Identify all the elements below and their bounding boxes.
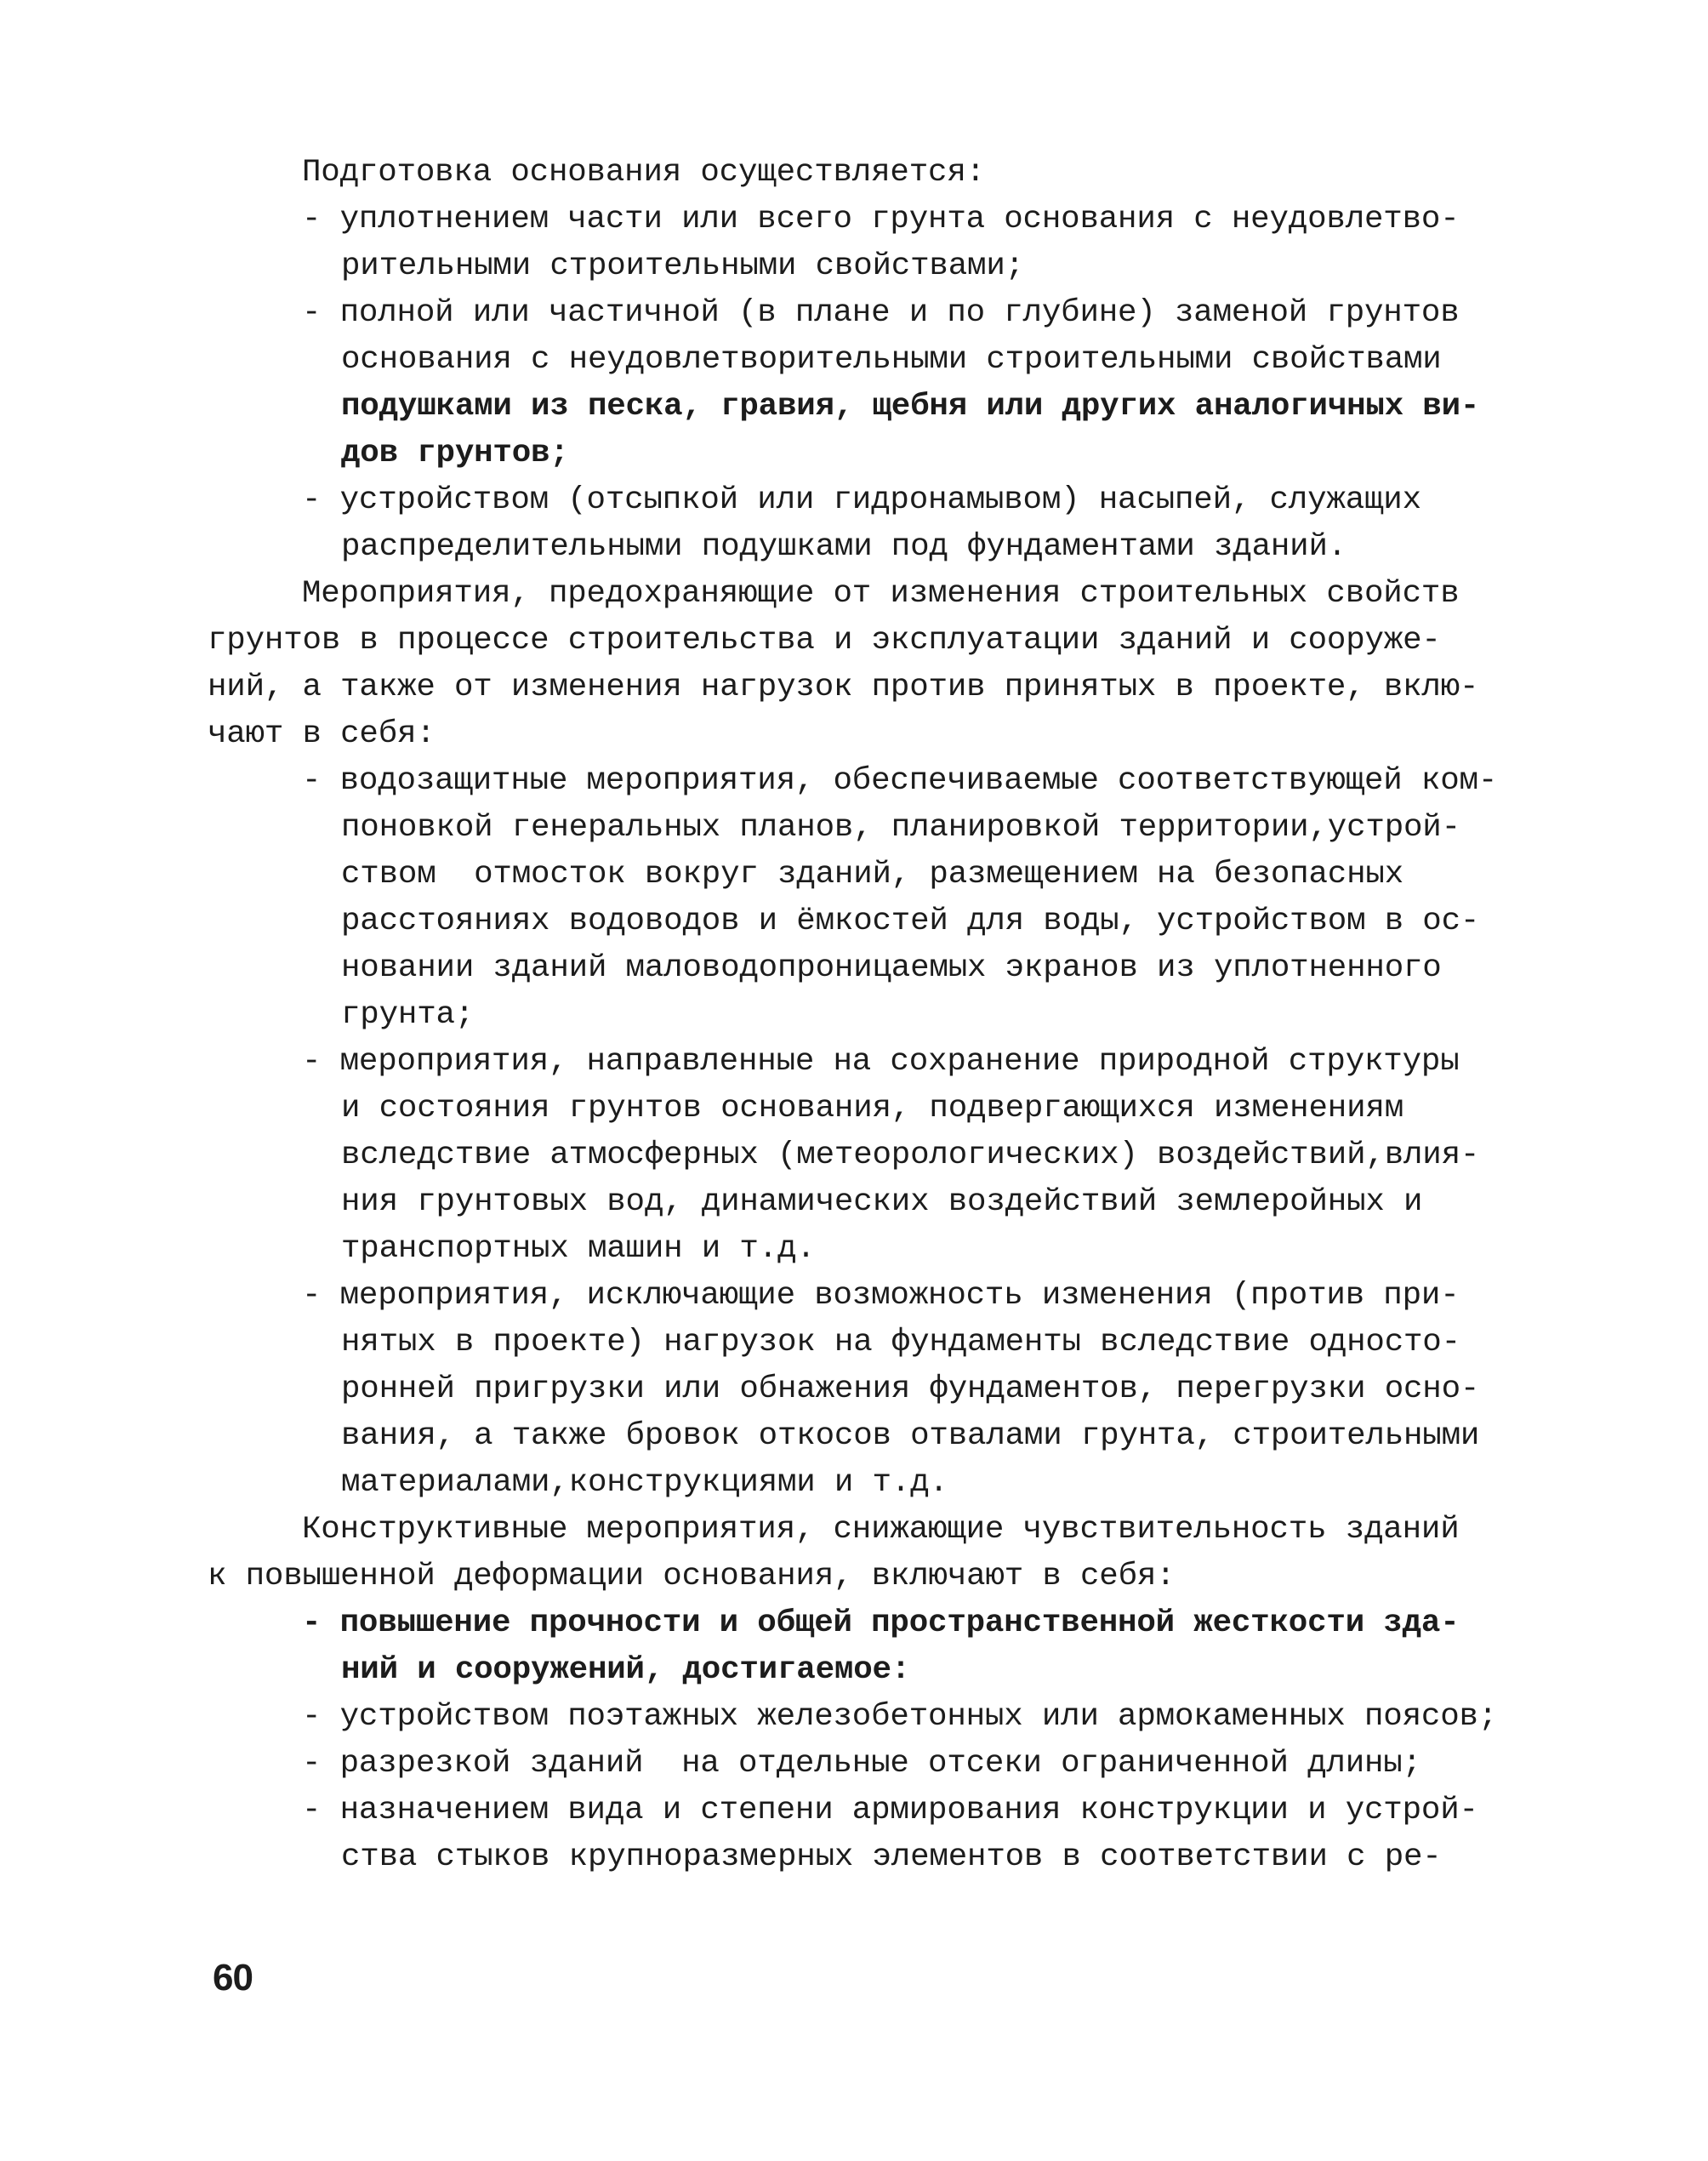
list-item: - мероприятия, направленные на сохранение природной структуры bbox=[302, 1044, 1460, 1080]
list-item-continuation: новании зданий маловодопроницаемых экранов из уплотненного bbox=[341, 950, 1442, 986]
list-item-continuation: дов грунтов; bbox=[341, 436, 569, 471]
list-item: - повышение прочности и общей пространственной жесткости зда- bbox=[302, 1605, 1460, 1641]
list-item: - устройством поэтажных железобетонных или армокаменных поясов; bbox=[302, 1699, 1498, 1735]
list-item: - водозащитные мероприятия, обеспечиваемые соответствующей ком- bbox=[302, 763, 1498, 799]
list-item-continuation: вания, а также бровок откосов отвалами грунта, строительными bbox=[341, 1418, 1480, 1454]
list-item: - полной или частичной (в плане и по глубине) заменой грунтов bbox=[302, 295, 1460, 331]
paragraph-first-line: Мероприятия, предохраняющие от изменения строительных свойств bbox=[302, 576, 1460, 612]
list-item-continuation: расстояниях водоводов и ёмкостей для воды, устройством в ос- bbox=[341, 904, 1480, 939]
list-item-continuation: ронней пригрузки или обнажения фундаментов, перегрузки осно- bbox=[341, 1371, 1480, 1407]
paragraph-line: к повышенной деформации основания, включают в себя: bbox=[208, 1559, 1176, 1594]
list-item-continuation: ний и сооружений, достигаемое: bbox=[341, 1652, 911, 1688]
list-item-continuation: ства стыков крупноразмерных элементов в соответствии с ре- bbox=[341, 1839, 1442, 1875]
paragraph-first-line: Конструктивные мероприятия, снижающие чувствительность зданий bbox=[302, 1512, 1460, 1548]
list-item: - разрезкой зданий на отдельные отсеки ограниченной длины; bbox=[302, 1746, 1421, 1782]
list-item-continuation: ством отмосток вокруг зданий, размещением на безопасных bbox=[341, 857, 1404, 892]
list-item: - уплотнением части или всего грунта основания с неудовлетво- bbox=[302, 202, 1460, 237]
list-item-continuation: ния грунтовых вод, динамических воздействий землеройных и bbox=[341, 1184, 1423, 1220]
list-item-continuation: материалами,конструкциями и т.д. bbox=[341, 1465, 948, 1501]
list-item-continuation: и состояния грунтов основания, подвергающихся изменениям bbox=[341, 1091, 1404, 1126]
paragraph-line: чают в себя: bbox=[208, 716, 436, 752]
text-line: Подготовка основания осуществляется: bbox=[302, 155, 985, 191]
list-item: - устройством (отсыпкой или гидронамывом) насыпей, служащих bbox=[302, 482, 1421, 518]
paragraph-line: грунтов в процессе строительства и эксплуатации зданий и сооруже- bbox=[208, 623, 1441, 659]
list-item-continuation: основания с неудовлетворительными строительными свойствами bbox=[341, 342, 1442, 378]
list-item: - мероприятия, исключающие возможность изменения (против при- bbox=[302, 1278, 1460, 1314]
list-item-continuation: подушками из песка, гравия, щебня или других аналогичных ви- bbox=[341, 389, 1480, 425]
list-item-continuation: рительными строительными свойствами; bbox=[341, 248, 1024, 284]
list-item-continuation: нятых в проекте) нагрузок на фундаменты вследствие односто- bbox=[341, 1325, 1460, 1360]
list-item: - назначением вида и степени армирования конструкции и устрой- bbox=[302, 1793, 1478, 1828]
list-item-continuation: грунта; bbox=[341, 997, 475, 1033]
list-item-continuation: вследствие атмосферных (метеорологических) воздействий,влия- bbox=[341, 1138, 1480, 1173]
paragraph-line: ний, а также от изменения нагрузок против принятых в проекте, вклю- bbox=[208, 670, 1479, 705]
page-number: 60 bbox=[213, 1957, 253, 1998]
list-item-continuation: распределительными подушками под фундаментами зданий. bbox=[341, 529, 1347, 565]
list-item-continuation: поновкой генеральных планов, планировкой территории,устрой- bbox=[341, 810, 1460, 846]
list-item-continuation: транспортных машин и т.д. bbox=[341, 1231, 816, 1267]
